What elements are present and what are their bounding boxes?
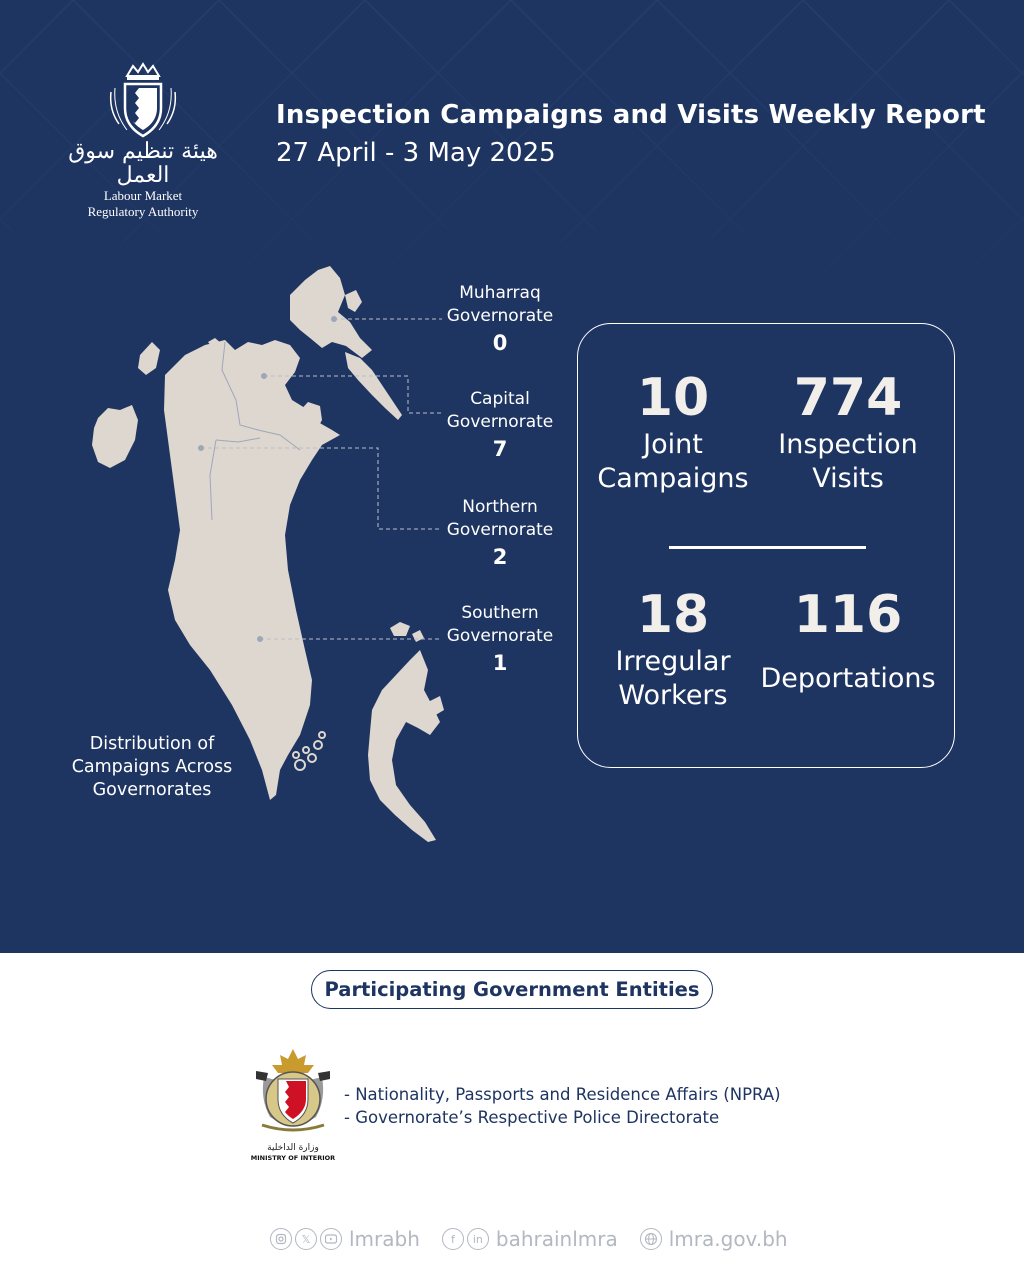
globe-icon[interactable] — [640, 1228, 662, 1250]
governorate-count: 0 — [492, 331, 508, 355]
governorate-name: Muharraq — [459, 283, 541, 303]
stat-value: 18 — [636, 585, 710, 645]
stat-label-line1: Joint — [643, 429, 703, 460]
stat-value: 116 — [793, 585, 903, 645]
entities-heading: Participating Government Entities — [311, 970, 713, 1009]
stat-value: 10 — [636, 368, 710, 428]
ministry-label: MINISTRY OF INTERIOR — [250, 1154, 336, 1162]
governorate-suffix: Governorate — [446, 626, 554, 646]
youtube-icon[interactable] — [320, 1228, 342, 1250]
governorate-name: Southern — [461, 603, 539, 623]
stats-card — [577, 323, 955, 768]
muharraq-island — [290, 266, 372, 358]
stats-divider — [669, 546, 866, 549]
amwaj-islands — [345, 352, 402, 420]
social-handle-link[interactable]: lmrabh — [349, 1227, 420, 1251]
stat-value: 774 — [793, 368, 903, 428]
hawar-islet-north — [390, 622, 410, 636]
governorate-suffix: Governorate — [446, 520, 554, 540]
governorate-northern — [420, 496, 580, 572]
instagram-icon[interactable] — [270, 1228, 292, 1250]
stat-label-line2: Workers — [618, 680, 728, 711]
authority-arabic-name: هيئة تنظيم سوق العمل — [68, 139, 218, 188]
lmra-logo — [62, 62, 224, 219]
facebook-icon[interactable]: f — [442, 1228, 464, 1250]
governorate-count: 7 — [492, 437, 508, 461]
stat-label-line1: Irregular — [615, 646, 731, 677]
linkedin-icon[interactable]: in — [467, 1228, 489, 1250]
authority-name-line1: Labour Market — [103, 188, 183, 203]
stat-irregular-workers — [578, 585, 768, 713]
nabih-saleh-island — [138, 342, 160, 375]
stat-deportations — [753, 585, 943, 696]
ministry-of-interior-logo — [250, 1047, 336, 1163]
social-handle2-link[interactable]: bahrainlmra — [495, 1227, 618, 1251]
entity-item: - Nationality, Passports and Residence Affairs (NPRA) — [344, 1083, 781, 1106]
authority-name-line2: Regulatory Authority — [87, 204, 199, 219]
entities-list — [344, 1083, 781, 1129]
hawar-islands — [368, 650, 440, 842]
stat-label-line1: Deportations — [760, 663, 936, 694]
governorate-southern — [420, 602, 580, 678]
map-caption-line2: Campaigns Across — [71, 757, 233, 777]
crown-shield-emblem-icon — [105, 62, 181, 140]
map-caption-line1: Distribution of — [89, 734, 215, 754]
governorate-count: 1 — [492, 651, 508, 675]
governorate-name: Northern — [462, 497, 538, 517]
muharraq-island-east — [345, 290, 362, 312]
stat-label-line2: Campaigns — [597, 463, 749, 494]
website-link[interactable]: lmra.gov.bh — [668, 1227, 788, 1251]
governorate-count: 2 — [492, 545, 508, 569]
stat-label-line1: Inspection — [778, 429, 918, 460]
ministry-emblem-icon — [250, 1047, 336, 1139]
ministry-arabic-name: وزارة الداخلية — [267, 1143, 319, 1153]
stat-joint-campaigns — [578, 368, 768, 496]
governorate-name: Capital — [470, 389, 530, 409]
x-icon[interactable]: 𝕏 — [295, 1228, 317, 1250]
governorate-suffix: Governorate — [446, 412, 554, 432]
governorate-capital — [420, 388, 580, 464]
stat-label-line2: Visits — [812, 463, 884, 494]
footer-social — [270, 1224, 810, 1254]
entity-item: - Governorate’s Respective Police Directorate — [344, 1106, 781, 1129]
umm-nasan-island — [92, 405, 138, 468]
governorate-muharraq — [420, 282, 580, 358]
map-caption-line3: Governorates — [92, 780, 212, 800]
map-caption — [56, 733, 248, 802]
governorate-suffix: Governorate — [446, 306, 554, 326]
stat-inspection-visits — [753, 368, 943, 496]
report-title: Inspection Campaigns and Visits Weekly Report — [276, 100, 986, 130]
report-date-range: 27 April - 3 May 2025 — [276, 138, 556, 168]
